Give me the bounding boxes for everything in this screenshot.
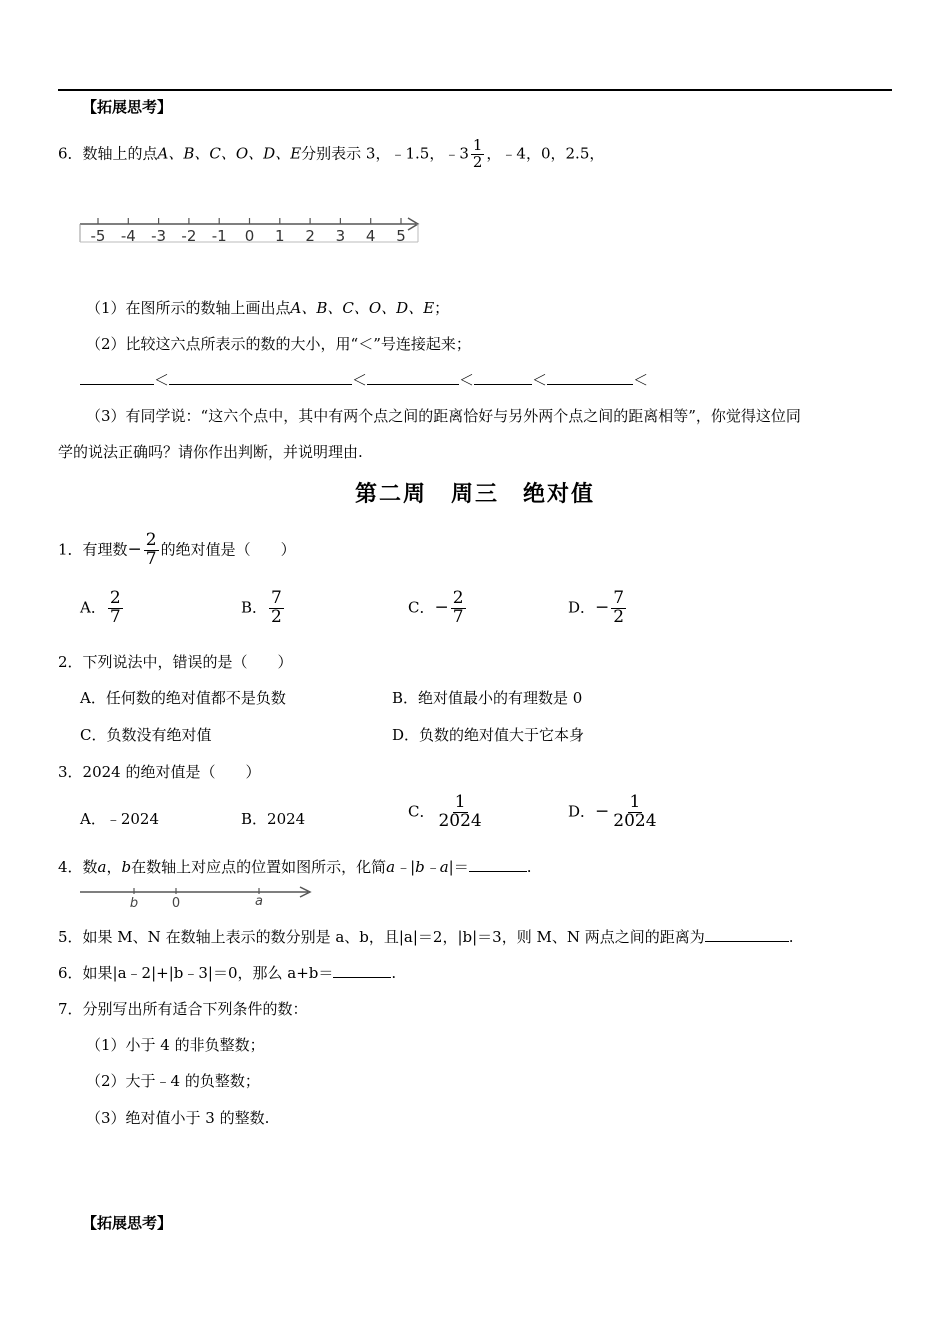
p4-stem: 4．数a，b在数轴上对应点的位置如图所示，化简a﹣|b﹣a|＝ . <box>58 858 532 876</box>
p7-sub1: （1）小于 4 的非负整数； <box>86 1036 265 1054</box>
q6-sub1: （1）在图所示的数轴上画出点A、B、C、O、D、E； <box>86 299 450 317</box>
p3-option-a[interactable]: A．﹣2024 <box>80 810 160 828</box>
p5-stem: 5．如果 M、N 在数轴上表示的数分别是 a、b，且|a|＝2，|b|＝3，则 M、N 两点之间的距离为 . <box>58 928 794 946</box>
axis-tick-label: 3 <box>335 227 346 245</box>
p6-stem: 6．如果|a﹣2|+|b﹣3|＝0，那么 a+b＝ . <box>58 964 397 982</box>
p4-number-line <box>76 880 316 910</box>
p2-option-a[interactable]: A．任何数的绝对值都不是负数 <box>80 689 286 707</box>
answer-blank[interactable] <box>474 369 532 385</box>
q6-inequality-blanks: ＜ ＜ ＜ ＜ ＜ <box>80 369 648 390</box>
p2-option-b[interactable]: B．绝对值最小的有理数是 0 <box>392 689 583 707</box>
answer-blank[interactable] <box>80 369 154 385</box>
axis-tick-label: 1 <box>275 227 285 245</box>
label-zero: 0 <box>171 896 181 910</box>
section-title: 第二周 周三 绝对值 <box>354 482 595 507</box>
p1-option-c[interactable]: C．− $\frac{2}{7}$ <box>408 588 464 627</box>
answer-blank[interactable] <box>367 369 459 385</box>
answer-blank[interactable] <box>469 856 527 872</box>
label-a: a <box>255 894 263 909</box>
p2-stem: 2．下列说法中，错误的是（ ） <box>58 653 293 671</box>
p1-stem: 1．有理数− $\frac{2}{7}$ 的绝对值是（ ） <box>58 530 296 569</box>
q6-sub3-line2: 学的说法正确吗？请你作出判断，并说明理由. <box>58 443 363 461</box>
q6-sub2: （2）比较这六点所表示的数的大小，用“＜”号连接起来； <box>86 335 471 353</box>
axis-tick-label: 5 <box>396 227 406 245</box>
answer-blank[interactable] <box>547 369 633 385</box>
p3-option-c[interactable]: C． $\frac{1}{2024}$ <box>408 792 482 831</box>
axis-tick-label: -5 <box>90 227 106 245</box>
top-rule <box>58 89 892 91</box>
axis-tick-label: 0 <box>244 227 255 245</box>
p1-option-b[interactable]: B． $\frac{7}{2}$ <box>241 588 282 627</box>
p3-option-b[interactable]: B．2024 <box>241 810 306 828</box>
p7-sub2: （2）大于﹣4 的负整数； <box>86 1072 260 1090</box>
q6-stem: 6．数轴上的点A、B、C、O、D、E分别表示 3，﹣1.5，﹣3 $\frac{1}{2}$ ，﹣4，0，2.5， <box>58 136 605 171</box>
p2-option-d[interactable]: D．负数的绝对值大于它本身 <box>392 726 585 744</box>
section-header-top: 【拓展思考】 <box>82 98 173 116</box>
axis-tick-label: 4 <box>365 227 376 245</box>
answer-blank[interactable] <box>705 926 789 942</box>
axis-tick-label: -2 <box>181 227 197 245</box>
p7-sub3: （3）绝对值小于 3 的整数. <box>86 1109 270 1127</box>
q6-number-line <box>76 212 426 248</box>
axis-tick-label: -4 <box>120 227 136 245</box>
p7-stem: 7．分别写出所有适合下列条件的数： <box>58 1000 308 1018</box>
q6-fraction: $\frac{1}{2}$ <box>472 136 483 171</box>
p1-fraction: $\frac{2}{7}$ <box>145 530 157 569</box>
p2-option-c[interactable]: C．负数没有绝对值 <box>80 726 212 744</box>
label-b: b <box>129 896 139 910</box>
q6-sub3-line1: （3）有同学说：“这六个点中，其中有两个点之间的距离恰好与另外两个点之间的距离相等”，你觉得这位同 <box>86 407 801 425</box>
axis-tick-label: -3 <box>151 227 167 245</box>
p3-option-d[interactable]: D．− $\frac{1}{2024}$ <box>568 792 657 831</box>
p3-stem: 3．2024 的绝对值是（ ） <box>58 763 261 781</box>
section-header-bottom: 【拓展思考】 <box>82 1214 173 1232</box>
axis-tick-label: -1 <box>211 227 227 245</box>
answer-blank[interactable] <box>169 369 352 385</box>
p1-option-a[interactable]: A． $\frac{2}{7}$ <box>80 588 121 627</box>
answer-blank[interactable] <box>333 962 391 978</box>
axis-tick-label: 2 <box>305 227 315 245</box>
p1-option-d[interactable]: D．− $\frac{7}{2}$ <box>568 588 625 627</box>
